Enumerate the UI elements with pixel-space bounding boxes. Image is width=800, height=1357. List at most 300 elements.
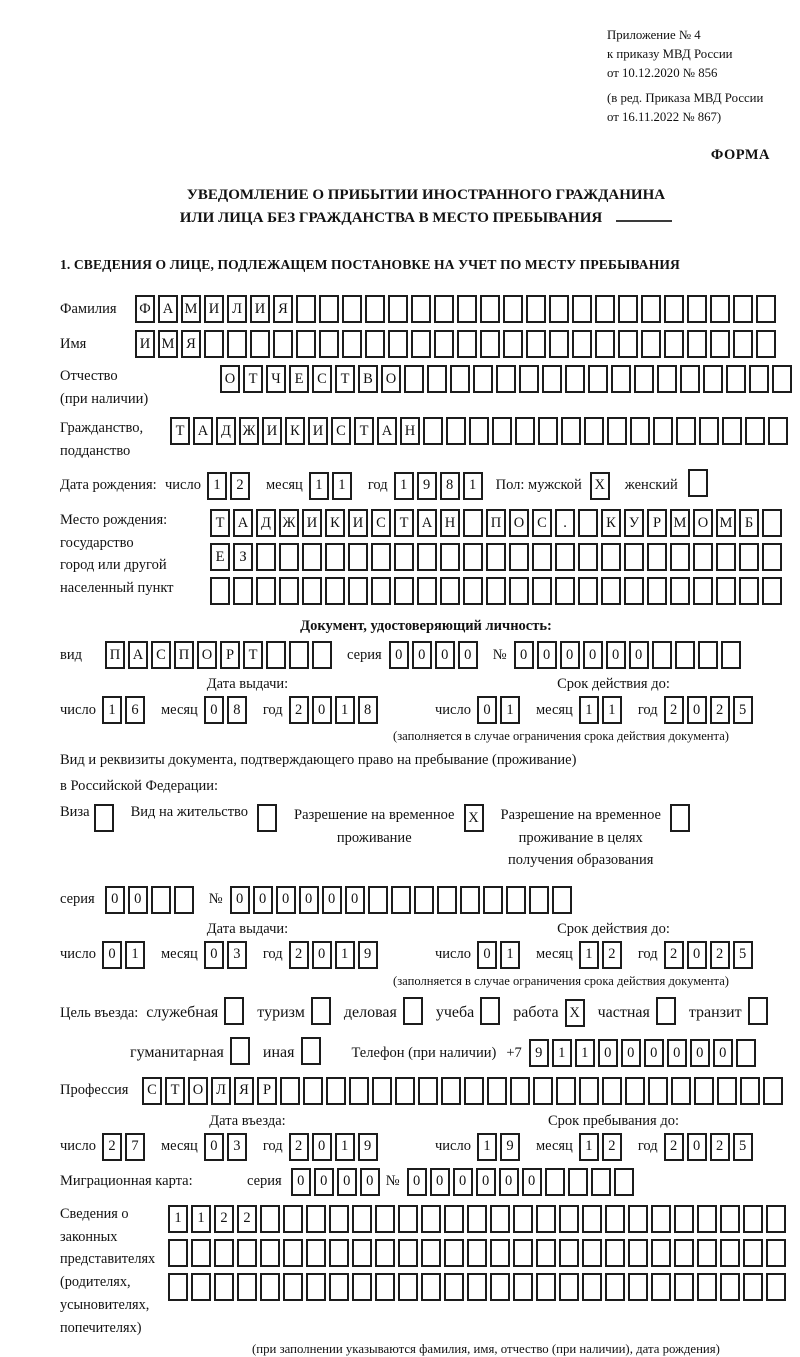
form-cell[interactable]: 0 [598, 1039, 618, 1067]
form-cell[interactable] [457, 330, 477, 358]
form-cell[interactable]: 0 [690, 1039, 710, 1067]
form-cell[interactable] [538, 417, 558, 445]
form-cell[interactable]: С [371, 509, 391, 537]
form-cell[interactable] [371, 543, 391, 571]
form-cell[interactable] [710, 330, 730, 358]
form-cell[interactable] [398, 1239, 418, 1267]
form-cell[interactable]: М [158, 330, 178, 358]
form-cell[interactable] [421, 1239, 441, 1267]
form-cell[interactable]: 8 [227, 696, 247, 724]
form-cell[interactable]: 1 [207, 472, 227, 500]
form-cell[interactable] [648, 1077, 668, 1105]
form-cell[interactable] [296, 295, 316, 323]
form-cell[interactable] [423, 417, 443, 445]
form-cell[interactable] [556, 1077, 576, 1105]
form-cell[interactable]: А [417, 509, 437, 537]
form-cell[interactable] [559, 1239, 579, 1267]
form-cell[interactable] [657, 365, 677, 393]
form-cell[interactable]: 1 [335, 696, 355, 724]
form-cell[interactable] [490, 1239, 510, 1267]
form-cell[interactable]: Ж [279, 509, 299, 537]
form-cell[interactable] [578, 577, 598, 605]
form-cell[interactable] [348, 577, 368, 605]
form-cell[interactable] [720, 1273, 740, 1301]
form-cell[interactable]: 2 [710, 1133, 730, 1161]
form-cell[interactable] [509, 543, 529, 571]
form-cell[interactable] [703, 365, 723, 393]
form-cell[interactable] [260, 1239, 280, 1267]
form-cell[interactable]: И [308, 417, 328, 445]
form-cell[interactable] [716, 577, 736, 605]
form-cell[interactable] [191, 1239, 211, 1267]
form-cell[interactable]: А [193, 417, 213, 445]
form-cell[interactable] [326, 1077, 346, 1105]
form-cell[interactable] [444, 1239, 464, 1267]
form-cell[interactable]: 0 [312, 941, 332, 969]
form-cell[interactable]: 0 [514, 641, 534, 669]
form-cell[interactable]: 8 [440, 472, 460, 500]
form-cell[interactable]: А [158, 295, 178, 323]
form-cell[interactable]: 2 [102, 1133, 122, 1161]
form-cell[interactable] [674, 1205, 694, 1233]
form-cell[interactable] [740, 1077, 760, 1105]
form-cell[interactable]: 0 [412, 641, 432, 669]
form-cell[interactable]: О [381, 365, 401, 393]
form-cell[interactable]: 8 [358, 696, 378, 724]
form-cell[interactable]: А [377, 417, 397, 445]
form-cell[interactable] [653, 417, 673, 445]
form-cell[interactable] [605, 1205, 625, 1233]
form-cell[interactable] [513, 1239, 533, 1267]
checkbox-cell[interactable] [670, 804, 690, 832]
form-cell[interactable] [283, 1239, 303, 1267]
form-cell[interactable]: О [220, 365, 240, 393]
form-cell[interactable] [375, 1239, 395, 1267]
form-cell[interactable] [579, 1077, 599, 1105]
form-cell[interactable]: 0 [560, 641, 580, 669]
form-cell[interactable] [417, 577, 437, 605]
checkbox-cell[interactable]: X [590, 472, 610, 500]
form-cell[interactable] [266, 641, 286, 669]
checkbox-cell[interactable] [301, 1037, 321, 1065]
form-cell[interactable] [676, 417, 696, 445]
form-cell[interactable] [671, 1077, 691, 1105]
form-cell[interactable] [260, 1205, 280, 1233]
form-cell[interactable] [675, 641, 695, 669]
form-cell[interactable] [768, 417, 788, 445]
form-cell[interactable]: 0 [629, 641, 649, 669]
form-cell[interactable]: 1 [168, 1205, 188, 1233]
form-cell[interactable] [394, 577, 414, 605]
form-cell[interactable]: 9 [500, 1133, 520, 1161]
form-cell[interactable]: 2 [602, 941, 622, 969]
form-cell[interactable] [664, 330, 684, 358]
form-cell[interactable]: . [555, 509, 575, 537]
form-cell[interactable] [588, 365, 608, 393]
form-cell[interactable]: П [174, 641, 194, 669]
form-cell[interactable]: Б [739, 509, 759, 537]
form-cell[interactable] [434, 295, 454, 323]
form-cell[interactable]: 0 [204, 941, 224, 969]
form-cell[interactable]: 2 [710, 941, 730, 969]
form-cell[interactable]: Л [211, 1077, 231, 1105]
form-cell[interactable] [602, 1077, 622, 1105]
form-cell[interactable] [303, 1077, 323, 1105]
form-cell[interactable]: Д [216, 417, 236, 445]
form-cell[interactable] [720, 1205, 740, 1233]
checkbox-cell[interactable] [688, 469, 708, 497]
form-cell[interactable]: 1 [575, 1039, 595, 1067]
form-cell[interactable] [329, 1205, 349, 1233]
form-cell[interactable] [256, 577, 276, 605]
form-cell[interactable] [680, 365, 700, 393]
form-cell[interactable] [273, 330, 293, 358]
form-cell[interactable]: А [128, 641, 148, 669]
form-cell[interactable] [763, 1077, 783, 1105]
form-cell[interactable]: 1 [309, 472, 329, 500]
form-cell[interactable] [736, 1039, 756, 1067]
form-cell[interactable] [699, 417, 719, 445]
form-cell[interactable] [349, 1077, 369, 1105]
form-cell[interactable] [595, 330, 615, 358]
form-cell[interactable] [492, 417, 512, 445]
form-cell[interactable]: 0 [458, 641, 478, 669]
form-cell[interactable] [306, 1205, 326, 1233]
form-cell[interactable] [739, 577, 759, 605]
form-cell[interactable] [279, 577, 299, 605]
form-cell[interactable]: 0 [312, 1133, 332, 1161]
form-cell[interactable]: 1 [477, 1133, 497, 1161]
form-cell[interactable] [510, 1077, 530, 1105]
form-cell[interactable] [670, 543, 690, 571]
form-cell[interactable] [440, 543, 460, 571]
form-cell[interactable]: 0 [476, 1168, 496, 1196]
form-cell[interactable] [772, 365, 792, 393]
form-cell[interactable] [749, 365, 769, 393]
form-cell[interactable] [457, 295, 477, 323]
form-cell[interactable] [762, 543, 782, 571]
form-cell[interactable] [503, 295, 523, 323]
form-cell[interactable]: 0 [322, 886, 342, 914]
form-cell[interactable] [532, 543, 552, 571]
form-cell[interactable]: 2 [289, 696, 309, 724]
form-cell[interactable] [698, 641, 718, 669]
form-cell[interactable] [427, 365, 447, 393]
form-cell[interactable] [388, 330, 408, 358]
form-cell[interactable] [487, 1077, 507, 1105]
form-cell[interactable] [716, 543, 736, 571]
form-cell[interactable] [411, 330, 431, 358]
form-cell[interactable] [467, 1273, 487, 1301]
form-cell[interactable] [641, 330, 661, 358]
checkbox-cell[interactable] [656, 997, 676, 1025]
form-cell[interactable] [555, 577, 575, 605]
form-cell[interactable] [536, 1273, 556, 1301]
form-cell[interactable] [762, 577, 782, 605]
form-cell[interactable] [513, 1273, 533, 1301]
form-cell[interactable] [694, 1077, 714, 1105]
form-cell[interactable] [329, 1239, 349, 1267]
form-cell[interactable] [710, 295, 730, 323]
form-cell[interactable] [578, 509, 598, 537]
form-cell[interactable] [260, 1273, 280, 1301]
form-cell[interactable] [607, 417, 627, 445]
form-cell[interactable]: 1 [335, 1133, 355, 1161]
form-cell[interactable] [559, 1205, 579, 1233]
form-cell[interactable] [578, 543, 598, 571]
form-cell[interactable] [601, 577, 621, 605]
form-cell[interactable] [306, 1239, 326, 1267]
checkbox-cell[interactable] [257, 804, 277, 832]
form-cell[interactable]: 2 [214, 1205, 234, 1233]
form-cell[interactable]: 0 [105, 886, 125, 914]
form-cell[interactable]: Т [394, 509, 414, 537]
form-cell[interactable] [697, 1239, 717, 1267]
form-cell[interactable] [306, 1273, 326, 1301]
form-cell[interactable]: М [716, 509, 736, 537]
form-cell[interactable] [371, 577, 391, 605]
form-cell[interactable]: 2 [710, 696, 730, 724]
form-cell[interactable] [532, 577, 552, 605]
form-cell[interactable] [766, 1273, 786, 1301]
form-cell[interactable]: 0 [314, 1168, 334, 1196]
form-cell[interactable] [467, 1205, 487, 1233]
form-cell[interactable] [618, 330, 638, 358]
form-cell[interactable] [437, 886, 457, 914]
form-cell[interactable] [722, 417, 742, 445]
form-cell[interactable] [352, 1273, 372, 1301]
form-cell[interactable] [418, 1077, 438, 1105]
form-cell[interactable]: 1 [500, 696, 520, 724]
form-cell[interactable] [762, 509, 782, 537]
checkbox-cell[interactable] [94, 804, 114, 832]
form-cell[interactable] [697, 1273, 717, 1301]
form-cell[interactable]: О [197, 641, 217, 669]
form-cell[interactable] [375, 1273, 395, 1301]
form-cell[interactable] [565, 365, 585, 393]
form-cell[interactable] [664, 295, 684, 323]
form-cell[interactable] [568, 1168, 588, 1196]
form-cell[interactable] [549, 295, 569, 323]
form-cell[interactable] [325, 543, 345, 571]
form-cell[interactable] [352, 1205, 372, 1233]
form-cell[interactable] [296, 330, 316, 358]
form-cell[interactable]: 1 [500, 941, 520, 969]
form-cell[interactable] [739, 543, 759, 571]
form-cell[interactable] [674, 1239, 694, 1267]
form-cell[interactable] [490, 1273, 510, 1301]
form-cell[interactable] [515, 417, 535, 445]
form-cell[interactable] [391, 886, 411, 914]
form-cell[interactable]: 2 [664, 1133, 684, 1161]
form-cell[interactable]: 9 [417, 472, 437, 500]
form-cell[interactable]: И [262, 417, 282, 445]
form-cell[interactable] [743, 1239, 763, 1267]
form-cell[interactable] [651, 1239, 671, 1267]
form-cell[interactable] [513, 1205, 533, 1233]
form-cell[interactable] [325, 577, 345, 605]
form-cell[interactable]: О [693, 509, 713, 537]
form-cell[interactable] [469, 417, 489, 445]
form-cell[interactable] [414, 886, 434, 914]
form-cell[interactable]: Р [647, 509, 667, 537]
form-cell[interactable]: 0 [522, 1168, 542, 1196]
form-cell[interactable] [446, 417, 466, 445]
form-cell[interactable] [693, 543, 713, 571]
form-cell[interactable] [210, 577, 230, 605]
form-cell[interactable]: 7 [125, 1133, 145, 1161]
form-cell[interactable]: 0 [253, 886, 273, 914]
form-cell[interactable] [486, 577, 506, 605]
form-cell[interactable]: 6 [125, 696, 145, 724]
form-cell[interactable] [421, 1205, 441, 1233]
form-cell[interactable] [506, 886, 526, 914]
form-cell[interactable] [625, 1077, 645, 1105]
form-cell[interactable]: 0 [230, 886, 250, 914]
form-cell[interactable]: 0 [477, 941, 497, 969]
form-cell[interactable]: З [233, 543, 253, 571]
form-cell[interactable] [630, 417, 650, 445]
form-cell[interactable] [536, 1239, 556, 1267]
form-cell[interactable] [628, 1239, 648, 1267]
checkbox-cell[interactable] [224, 997, 244, 1025]
form-cell[interactable]: 1 [125, 941, 145, 969]
form-cell[interactable] [624, 577, 644, 605]
form-cell[interactable] [490, 1205, 510, 1233]
form-cell[interactable]: 5 [733, 696, 753, 724]
form-cell[interactable] [467, 1239, 487, 1267]
form-cell[interactable]: 2 [602, 1133, 622, 1161]
form-cell[interactable]: 1 [602, 696, 622, 724]
form-cell[interactable] [582, 1273, 602, 1301]
form-cell[interactable] [496, 365, 516, 393]
form-cell[interactable]: С [331, 417, 351, 445]
form-cell[interactable] [519, 365, 539, 393]
form-cell[interactable]: 2 [237, 1205, 257, 1233]
checkbox-cell[interactable] [403, 997, 423, 1025]
form-cell[interactable] [411, 295, 431, 323]
form-cell[interactable] [279, 543, 299, 571]
form-cell[interactable]: 0 [435, 641, 455, 669]
form-cell[interactable]: Ф [135, 295, 155, 323]
checkbox-cell[interactable] [480, 997, 500, 1025]
form-cell[interactable] [348, 543, 368, 571]
form-cell[interactable] [572, 295, 592, 323]
form-cell[interactable]: Е [210, 543, 230, 571]
form-cell[interactable] [395, 1077, 415, 1105]
form-cell[interactable] [204, 330, 224, 358]
form-cell[interactable] [624, 543, 644, 571]
form-cell[interactable]: 0 [499, 1168, 519, 1196]
checkbox-cell[interactable] [230, 1037, 250, 1065]
form-cell[interactable]: 0 [687, 696, 707, 724]
form-cell[interactable]: 0 [345, 886, 365, 914]
form-cell[interactable] [312, 641, 332, 669]
form-cell[interactable]: 0 [299, 886, 319, 914]
form-cell[interactable] [582, 1239, 602, 1267]
form-cell[interactable] [365, 330, 385, 358]
form-cell[interactable]: 0 [204, 696, 224, 724]
form-cell[interactable] [237, 1239, 257, 1267]
form-cell[interactable] [526, 330, 546, 358]
form-cell[interactable] [329, 1273, 349, 1301]
form-cell[interactable] [647, 577, 667, 605]
form-cell[interactable]: П [486, 509, 506, 537]
form-cell[interactable]: Р [257, 1077, 277, 1105]
form-cell[interactable]: 2 [664, 696, 684, 724]
form-cell[interactable] [319, 295, 339, 323]
form-cell[interactable]: Ж [239, 417, 259, 445]
form-cell[interactable] [280, 1077, 300, 1105]
form-cell[interactable]: 1 [579, 941, 599, 969]
form-cell[interactable]: И [250, 295, 270, 323]
form-cell[interactable]: 1 [332, 472, 352, 500]
form-cell[interactable]: И [302, 509, 322, 537]
form-cell[interactable] [388, 295, 408, 323]
form-cell[interactable] [651, 1273, 671, 1301]
form-cell[interactable]: Н [440, 509, 460, 537]
form-cell[interactable] [283, 1273, 303, 1301]
form-cell[interactable] [483, 886, 503, 914]
form-cell[interactable] [434, 330, 454, 358]
checkbox-cell[interactable] [311, 997, 331, 1025]
form-cell[interactable] [545, 1168, 565, 1196]
form-cell[interactable] [168, 1239, 188, 1267]
form-cell[interactable]: 5 [733, 1133, 753, 1161]
form-cell[interactable]: 0 [128, 886, 148, 914]
form-cell[interactable]: Т [243, 641, 263, 669]
form-cell[interactable]: П [105, 641, 125, 669]
checkbox-cell[interactable]: X [464, 804, 484, 832]
form-cell[interactable]: Р [220, 641, 240, 669]
form-cell[interactable]: 0 [583, 641, 603, 669]
form-cell[interactable] [352, 1239, 372, 1267]
form-cell[interactable] [460, 886, 480, 914]
form-cell[interactable] [191, 1273, 211, 1301]
form-cell[interactable] [743, 1273, 763, 1301]
form-cell[interactable] [733, 330, 753, 358]
form-cell[interactable] [463, 543, 483, 571]
form-cell[interactable]: Е [289, 365, 309, 393]
form-cell[interactable] [552, 886, 572, 914]
form-cell[interactable]: С [532, 509, 552, 537]
form-cell[interactable]: С [312, 365, 332, 393]
form-cell[interactable] [480, 330, 500, 358]
form-cell[interactable] [302, 543, 322, 571]
form-cell[interactable] [634, 365, 654, 393]
form-cell[interactable]: 0 [713, 1039, 733, 1067]
form-cell[interactable] [250, 330, 270, 358]
form-cell[interactable] [365, 295, 385, 323]
form-cell[interactable] [618, 295, 638, 323]
form-cell[interactable]: И [204, 295, 224, 323]
form-cell[interactable]: 2 [289, 1133, 309, 1161]
form-cell[interactable] [463, 509, 483, 537]
form-cell[interactable] [555, 543, 575, 571]
form-cell[interactable]: 0 [687, 941, 707, 969]
form-cell[interactable]: О [188, 1077, 208, 1105]
form-cell[interactable] [450, 365, 470, 393]
form-cell[interactable] [444, 1205, 464, 1233]
form-cell[interactable]: И [348, 509, 368, 537]
form-cell[interactable] [529, 886, 549, 914]
form-cell[interactable]: 1 [394, 472, 414, 500]
form-cell[interactable] [233, 577, 253, 605]
form-cell[interactable] [756, 330, 776, 358]
form-cell[interactable] [398, 1205, 418, 1233]
form-cell[interactable]: 1 [579, 696, 599, 724]
form-cell[interactable] [674, 1273, 694, 1301]
